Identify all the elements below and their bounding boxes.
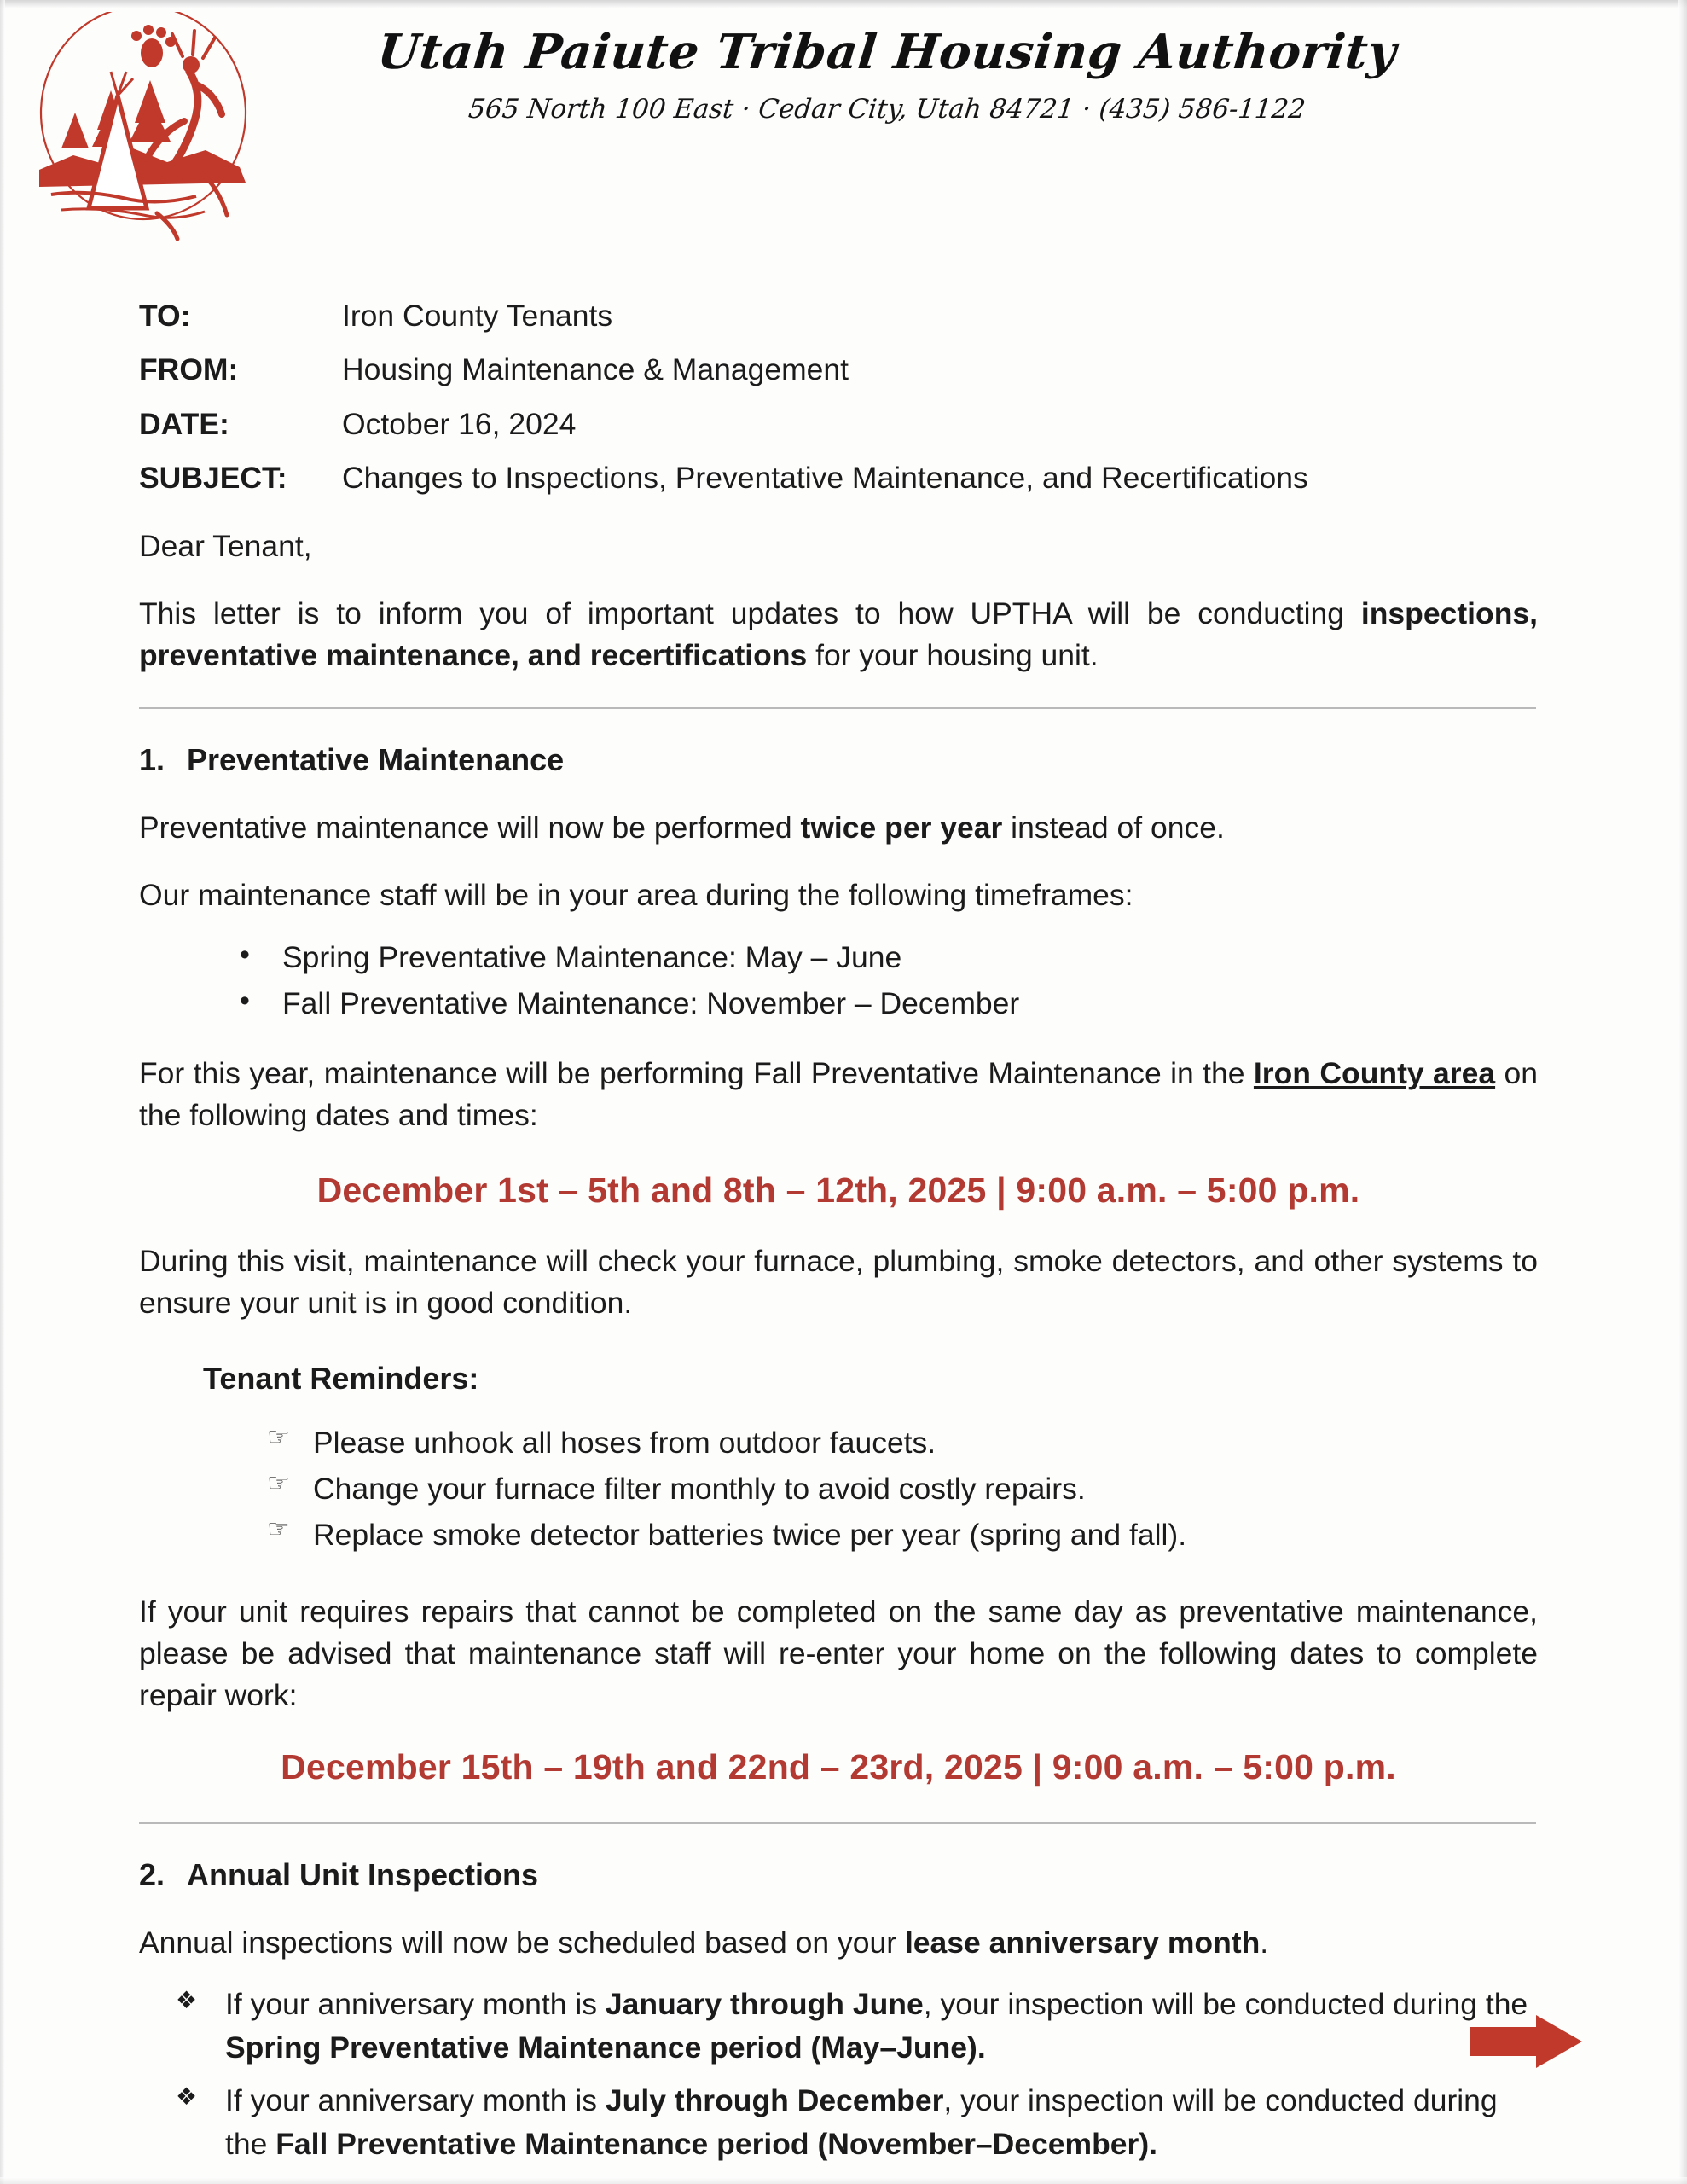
- scan-edge-right: [1678, 0, 1687, 2184]
- intro-part2: for your housing unit.: [807, 637, 1099, 672]
- s1p1-post: instead of once.: [1002, 810, 1225, 845]
- section-1-title: Preventative Maintenance: [187, 741, 565, 777]
- intro-bold1: inspections, preventative maintenance, and recertifications: [139, 595, 1538, 672]
- section-1-paragraph-5: If your unit requires repairs that cannot be completed on the same day as preventative maintenance, please be advised that maintenance staff will re-enter your home on the following dates to complete repair work:: [139, 1594, 1538, 1712]
- s1p3-pre: For this year, maintenance will be performing Fall Preventative Maintenance in the: [139, 1055, 1254, 1090]
- section-2-number: 2.: [139, 1856, 165, 1892]
- list-item: [267, 1420, 1538, 1467]
- letterhead-text: [324, 24, 1450, 125]
- rule-bold-months: July through December: [605, 2082, 944, 2117]
- memo-label-date: DATE:: [139, 406, 229, 441]
- list-item: • Spring Preventative Maintenance: May – June: [240, 935, 1538, 981]
- reminder-text: Change your furnace filter monthly to avoid costly repairs.: [313, 1471, 1086, 1506]
- pointing-hand-icon: ☞: [267, 1468, 290, 1497]
- pointing-hand-icon: ☞: [267, 1514, 290, 1543]
- memo-value-from: Housing Maintenance & Management: [342, 352, 849, 387]
- rule-mid: , your inspection will be conducted during the: [923, 1986, 1528, 2021]
- divider-rule-2: [139, 1822, 1536, 1824]
- timeframe-list: [139, 935, 1538, 1027]
- s2p1-post: .: [1260, 1925, 1269, 1960]
- memo-value-subject: Changes to Inspections, Preventative Maintenance, and Recertifications: [342, 461, 1308, 496]
- rule-bold-period: Spring Preventative Maintenance period (May–June).: [225, 2030, 986, 2065]
- s1p1-pre: Preventative maintenance will now be performed: [139, 810, 801, 845]
- letter-body: [139, 294, 1538, 2175]
- s2p1-bold: lease anniversary month: [904, 1925, 1261, 1960]
- tenant-reminders-list: [139, 1420, 1538, 1559]
- organization-address: 565 North 100 East · Cedar City, Utah 84721 · (435) 586-1122: [467, 94, 1307, 125]
- diamond-bullet-icon: ❖: [176, 1986, 198, 2013]
- memo-label-subject: SUBJECT:: [139, 461, 287, 496]
- list-item: [176, 1983, 1538, 2071]
- memo-row-subject: [139, 456, 1538, 499]
- rule-bold-months: January through June: [605, 1986, 924, 2021]
- section-1-paragraph-3: [139, 1053, 1538, 1136]
- intro-part1: This letter is to inform you of important updates to how UPTHA will be conducting: [139, 595, 1361, 630]
- divider-rule-1: [139, 707, 1536, 709]
- list-item: [267, 1513, 1538, 1559]
- diamond-bullet-icon: ❖: [176, 2082, 198, 2110]
- right-arrow-continue-icon: [1470, 2015, 1582, 2071]
- section-2-title: Annual Unit Inspections: [187, 1856, 539, 1892]
- section-1-paragraph-2: Our maintenance staff will be in your area during the following timeframes:: [139, 877, 1133, 912]
- s2p1-pre: Annual inspections will now be scheduled based on your: [139, 1925, 905, 1960]
- section-2-heading: [139, 1853, 1538, 1896]
- section-1-number: 1.: [139, 741, 165, 777]
- list-item: [176, 2079, 1538, 2167]
- memo-row-date: [139, 403, 1538, 445]
- memo-label-to: TO:: [139, 299, 191, 333]
- rule-pre: If your anniversary month is: [225, 1986, 606, 2021]
- section-1-heading: [139, 738, 1538, 781]
- rule-mid: , your inspection will be conducted during the: [225, 2082, 1498, 2162]
- memo-header-block: [139, 294, 1538, 500]
- s1p3-underline-iron-county-area: Iron County area: [1253, 1055, 1496, 1090]
- list-item: • Fall Preventative Maintenance: November – December: [240, 981, 1538, 1027]
- rule-pre: If your anniversary month is: [225, 2082, 606, 2117]
- memo-label-from: FROM:: [139, 352, 239, 387]
- intro-paragraph: [139, 593, 1538, 677]
- scan-edge-bottom: [0, 2177, 1687, 2184]
- s1p1-bold: twice per year: [800, 810, 1003, 845]
- memo-value-date: October 16, 2024: [342, 406, 577, 441]
- organization-name: Utah Paiute Tribal Housing Authority: [374, 24, 1400, 80]
- list-item: [267, 1467, 1538, 1513]
- anniversary-rules-list: [139, 1983, 1538, 2167]
- highlighted-date-pm-window: December 1st – 5th and 8th – 12th, 2025 | 9:00 a.m. – 5:00 p.m.: [316, 1170, 1360, 1210]
- rule-bold-period: Fall Preventative Maintenance period (November–December).: [275, 2127, 1158, 2162]
- salutation: Dear Tenant,: [139, 528, 312, 563]
- section-2-paragraph-1: [139, 1922, 1538, 1964]
- section-1-paragraph-4: During this visit, maintenance will check your furnace, plumbing, smoke detectors, and other systems to ensure your unit is in good condition.: [139, 1243, 1538, 1320]
- uptha-tribal-logo: [22, 12, 287, 251]
- reminder-text: Please unhook all hoses from outdoor faucets.: [313, 1425, 936, 1460]
- highlighted-date-repair-window: December 15th – 19th and 22nd – 23rd, 2025 | 9:00 a.m. – 5:00 p.m.: [281, 1746, 1396, 1786]
- memo-value-to: Iron County Tenants: [342, 299, 613, 333]
- pointing-hand-icon: ☞: [267, 1422, 290, 1451]
- tenant-reminders-heading: Tenant Reminders:: [203, 1360, 479, 1396]
- memo-row-from: [139, 348, 1538, 391]
- reminder-text: Replace smoke detector batteries twice per year (spring and fall).: [313, 1517, 1187, 1552]
- scan-edge-left: [0, 0, 5, 2184]
- s1p3-post: on the following dates and times:: [139, 1055, 1538, 1132]
- letterhead: [0, 0, 1687, 171]
- memo-row-to: [139, 294, 1538, 337]
- section-1-paragraph-1: [139, 807, 1538, 849]
